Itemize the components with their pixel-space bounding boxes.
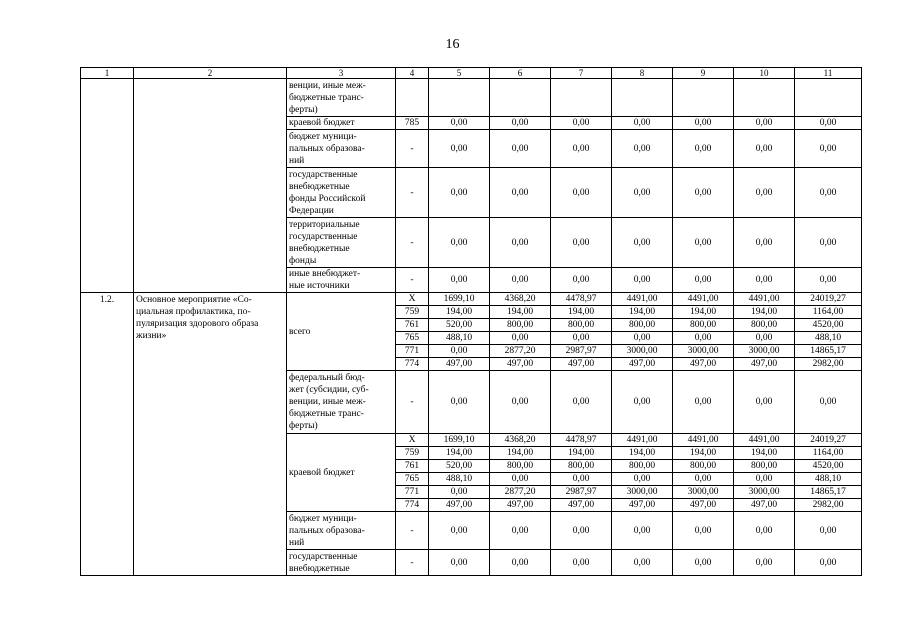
header-cell-3: 3 <box>287 68 396 79</box>
value-cell: 0,00 <box>612 268 673 293</box>
value-cell: 24019,27 <box>795 434 862 447</box>
value-cell: 800,00 <box>734 319 795 332</box>
value-cell: 497,00 <box>673 499 734 512</box>
value-cell: 0,00 <box>734 117 795 130</box>
value-cell: 0,00 <box>429 218 490 268</box>
page-number: 16 <box>445 37 460 52</box>
value-cell: 194,00 <box>734 447 795 460</box>
header-cell-2: 2 <box>134 68 287 79</box>
value-cell: 2987,97 <box>551 486 612 499</box>
empty-cell <box>795 79 862 117</box>
value-cell: 14865,17 <box>795 345 862 358</box>
funding-source-label: территориальные государственные внебюджетные фонды <box>287 218 396 268</box>
value-cell: 0,00 <box>551 371 612 434</box>
value-cell: 0,00 <box>612 371 673 434</box>
value-cell: 2982,00 <box>795 499 862 512</box>
value-cell: 800,00 <box>490 460 551 473</box>
value-cell: 0,00 <box>673 371 734 434</box>
value-cell: 4491,00 <box>612 434 673 447</box>
funding-source-label: краевой бюджет <box>287 434 396 512</box>
header-cell-8: 8 <box>612 68 673 79</box>
value-cell: 0,00 <box>490 117 551 130</box>
value-cell: 0,00 <box>795 512 862 550</box>
budget-code: 774 <box>396 358 429 371</box>
value-cell: 3000,00 <box>612 486 673 499</box>
value-cell: 4368,20 <box>490 293 551 306</box>
funding-source-label: государственные внебюджетные фонды Российской Федерации <box>287 168 396 218</box>
budget-code: - <box>396 512 429 550</box>
value-cell: 0,00 <box>734 218 795 268</box>
value-cell: 3000,00 <box>734 345 795 358</box>
value-cell: 2877,20 <box>490 486 551 499</box>
value-cell: 2982,00 <box>795 358 862 371</box>
value-cell: 497,00 <box>429 358 490 371</box>
value-cell: 194,00 <box>490 306 551 319</box>
value-cell: 0,00 <box>490 512 551 550</box>
value-cell: 0,00 <box>795 218 862 268</box>
budget-code: - <box>396 268 429 293</box>
value-cell: 0,00 <box>551 130 612 168</box>
value-cell: 800,00 <box>490 319 551 332</box>
value-cell: 4520,00 <box>795 319 862 332</box>
value-cell: 0,00 <box>734 268 795 293</box>
funding-source-label: государственные внебюджетные <box>287 550 396 576</box>
item-number-cont <box>81 79 134 293</box>
value-cell: 194,00 <box>429 447 490 460</box>
value-cell: 0,00 <box>673 130 734 168</box>
empty-cell <box>612 79 673 117</box>
value-cell: 4491,00 <box>612 293 673 306</box>
value-cell: 0,00 <box>673 117 734 130</box>
value-cell: 0,00 <box>612 473 673 486</box>
value-cell: 3000,00 <box>734 486 795 499</box>
value-cell: 0,00 <box>429 345 490 358</box>
value-cell: 800,00 <box>673 460 734 473</box>
value-cell: 0,00 <box>551 168 612 218</box>
value-cell: 0,00 <box>673 168 734 218</box>
value-cell: 0,00 <box>673 332 734 345</box>
value-cell: 0,00 <box>612 512 673 550</box>
value-cell: 497,00 <box>612 499 673 512</box>
value-cell: 800,00 <box>734 460 795 473</box>
empty-cell <box>396 79 429 117</box>
funding-source-label: бюджет муници- пальных образова- ний <box>287 512 396 550</box>
header-cell-9: 9 <box>673 68 734 79</box>
value-cell: 3000,00 <box>612 345 673 358</box>
budget-code: Х <box>396 434 429 447</box>
value-cell: 0,00 <box>734 332 795 345</box>
value-cell: 488,10 <box>429 473 490 486</box>
header-cell-4: 4 <box>396 68 429 79</box>
value-cell: 488,10 <box>429 332 490 345</box>
budget-code: 761 <box>396 460 429 473</box>
value-cell: 497,00 <box>673 358 734 371</box>
value-cell: 0,00 <box>795 550 862 576</box>
value-cell: 0,00 <box>551 550 612 576</box>
value-cell: 800,00 <box>612 460 673 473</box>
value-cell: 0,00 <box>490 371 551 434</box>
value-cell: 1699,10 <box>429 293 490 306</box>
header-cell-5: 5 <box>429 68 490 79</box>
value-cell: 194,00 <box>612 447 673 460</box>
value-cell: 194,00 <box>551 306 612 319</box>
table-row <box>81 79 862 117</box>
funding-source-label: венции, иные меж- бюджетные транс- ферты) <box>287 79 396 117</box>
budget-code: - <box>396 218 429 268</box>
value-cell: 497,00 <box>490 499 551 512</box>
value-cell: 1699,10 <box>429 434 490 447</box>
value-cell: 0,00 <box>673 512 734 550</box>
value-cell: 1164,00 <box>795 306 862 319</box>
value-cell: 0,00 <box>734 130 795 168</box>
value-cell: 0,00 <box>734 550 795 576</box>
value-cell: 194,00 <box>612 306 673 319</box>
value-cell: 194,00 <box>490 447 551 460</box>
value-cell: 2877,20 <box>490 345 551 358</box>
value-cell: 0,00 <box>795 130 862 168</box>
budget-code: 765 <box>396 332 429 345</box>
value-cell: 0,00 <box>795 168 862 218</box>
value-cell: 4491,00 <box>734 293 795 306</box>
value-cell: 0,00 <box>673 218 734 268</box>
value-cell: 0,00 <box>490 268 551 293</box>
value-cell: 0,00 <box>490 130 551 168</box>
item-title-cont <box>134 79 287 293</box>
value-cell: 24019,27 <box>795 293 862 306</box>
budget-code: 761 <box>396 319 429 332</box>
budget-code: - <box>396 168 429 218</box>
value-cell: 497,00 <box>612 358 673 371</box>
value-cell: 0,00 <box>429 117 490 130</box>
budget-code: 771 <box>396 486 429 499</box>
value-cell: 0,00 <box>612 332 673 345</box>
budget-code: 774 <box>396 499 429 512</box>
value-cell: 0,00 <box>429 268 490 293</box>
value-cell: 0,00 <box>734 168 795 218</box>
value-cell: 2987,97 <box>551 345 612 358</box>
header-cell-6: 6 <box>490 68 551 79</box>
value-cell: 14865,17 <box>795 486 862 499</box>
value-cell: 0,00 <box>551 117 612 130</box>
value-cell: 497,00 <box>734 358 795 371</box>
value-cell: 497,00 <box>551 358 612 371</box>
budget-code: 785 <box>396 117 429 130</box>
funding-source-label: бюджет муници- пальных образова- ний <box>287 130 396 168</box>
value-cell: 0,00 <box>429 512 490 550</box>
budget-code: 759 <box>396 306 429 319</box>
value-cell: 520,00 <box>429 319 490 332</box>
value-cell: 1164,00 <box>795 447 862 460</box>
value-cell: 4491,00 <box>673 293 734 306</box>
empty-cell <box>429 79 490 117</box>
budget-code: 771 <box>396 345 429 358</box>
empty-cell <box>734 79 795 117</box>
budget-code: - <box>396 130 429 168</box>
value-cell: 0,00 <box>612 117 673 130</box>
value-cell: 0,00 <box>795 371 862 434</box>
value-cell: 0,00 <box>429 130 490 168</box>
item-title: Основное мероприятие «Со- циальная профилактика, по- пуляризация здорового образа жизни» <box>134 293 287 576</box>
value-cell: 488,10 <box>795 332 862 345</box>
header-cell-7: 7 <box>551 68 612 79</box>
funding-source-label: краевой бюджет <box>287 117 396 130</box>
value-cell: 0,00 <box>490 218 551 268</box>
value-cell: 0,00 <box>551 332 612 345</box>
budget-code: - <box>396 550 429 576</box>
empty-cell <box>551 79 612 117</box>
budget-code: Х <box>396 293 429 306</box>
table-row <box>81 68 862 79</box>
value-cell: 0,00 <box>429 550 490 576</box>
value-cell: 0,00 <box>429 371 490 434</box>
value-cell: 4368,20 <box>490 434 551 447</box>
value-cell: 0,00 <box>490 473 551 486</box>
value-cell: 4520,00 <box>795 460 862 473</box>
funding-source-label: всего <box>287 293 396 371</box>
value-cell: 4478,97 <box>551 434 612 447</box>
value-cell: 194,00 <box>734 306 795 319</box>
value-cell: 800,00 <box>551 460 612 473</box>
value-cell: 0,00 <box>795 117 862 130</box>
budget-code: 765 <box>396 473 429 486</box>
value-cell: 194,00 <box>673 306 734 319</box>
header-cell-1: 1 <box>81 68 134 79</box>
value-cell: 4491,00 <box>734 434 795 447</box>
value-cell: 0,00 <box>551 268 612 293</box>
empty-cell <box>490 79 551 117</box>
table-row <box>81 293 862 306</box>
empty-cell <box>673 79 734 117</box>
funding-source-label: федеральный бюд- жет (субсидии, суб- венции, иные меж- бюджетные транс- ферты) <box>287 371 396 434</box>
value-cell: 0,00 <box>490 332 551 345</box>
funding-source-label: иные внебюджет- ные источники <box>287 268 396 293</box>
header-cell-10: 10 <box>734 68 795 79</box>
value-cell: 4478,97 <box>551 293 612 306</box>
value-cell: 488,10 <box>795 473 862 486</box>
value-cell: 0,00 <box>490 168 551 218</box>
header-cell-11: 11 <box>795 68 862 79</box>
value-cell: 497,00 <box>490 358 551 371</box>
value-cell: 0,00 <box>612 550 673 576</box>
value-cell: 0,00 <box>429 168 490 218</box>
value-cell: 0,00 <box>551 512 612 550</box>
value-cell: 0,00 <box>490 550 551 576</box>
value-cell: 4491,00 <box>673 434 734 447</box>
value-cell: 0,00 <box>795 268 862 293</box>
item-number: 1.2. <box>81 293 134 576</box>
value-cell: 800,00 <box>612 319 673 332</box>
value-cell: 800,00 <box>673 319 734 332</box>
value-cell: 497,00 <box>551 499 612 512</box>
value-cell: 520,00 <box>429 460 490 473</box>
value-cell: 3000,00 <box>673 345 734 358</box>
value-cell: 0,00 <box>551 473 612 486</box>
value-cell: 0,00 <box>612 218 673 268</box>
value-cell: 0,00 <box>673 550 734 576</box>
budget-code: 759 <box>396 447 429 460</box>
value-cell: 0,00 <box>734 512 795 550</box>
value-cell: 800,00 <box>551 319 612 332</box>
value-cell: 0,00 <box>551 218 612 268</box>
value-cell: 194,00 <box>551 447 612 460</box>
value-cell: 0,00 <box>673 473 734 486</box>
budget-table <box>80 67 862 576</box>
value-cell: 0,00 <box>734 473 795 486</box>
value-cell: 497,00 <box>734 499 795 512</box>
value-cell: 0,00 <box>612 168 673 218</box>
value-cell: 194,00 <box>673 447 734 460</box>
value-cell: 0,00 <box>429 486 490 499</box>
value-cell: 194,00 <box>429 306 490 319</box>
value-cell: 3000,00 <box>673 486 734 499</box>
value-cell: 0,00 <box>673 268 734 293</box>
value-cell: 497,00 <box>429 499 490 512</box>
budget-code: - <box>396 371 429 434</box>
value-cell: 0,00 <box>734 371 795 434</box>
value-cell: 0,00 <box>612 130 673 168</box>
